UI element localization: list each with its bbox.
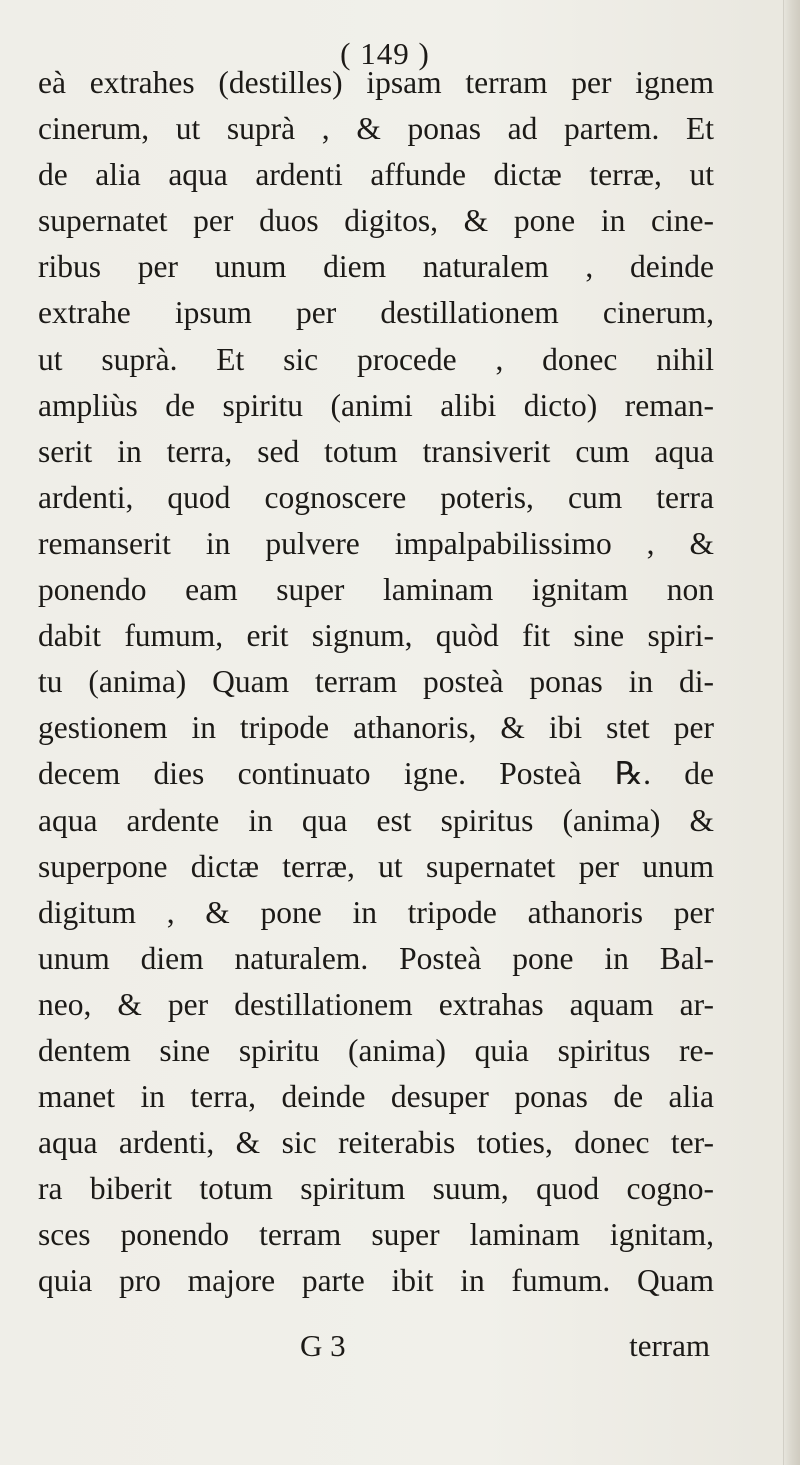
- text-line: ribus per unum diem naturalem , deinde: [38, 249, 714, 285]
- text-line: extrahe ipsum per destillationem cinerum,: [38, 295, 714, 331]
- text-line: gestionem in tripode athanoris, & ibi stet per: [38, 710, 714, 746]
- text-line: ut suprà. Et sic procede , donec nihil: [38, 341, 714, 377]
- text-line: remanserit in pulvere impalpabilissimo , &: [38, 525, 714, 561]
- text-line: manet in terra, deinde desuper ponas de alia: [38, 1079, 714, 1115]
- text-line: ampliùs de spiritu (animi alibi dicto) reman-: [38, 387, 714, 423]
- text-line: ra biberit totum spiritum suum, quod cogno-: [38, 1171, 714, 1207]
- signature-mark: G 3: [300, 1328, 346, 1363]
- text-line: digitum , & pone in tripode athanoris per: [38, 894, 714, 930]
- text-line: dentem sine spiritu (anima) quia spiritus re-: [38, 1032, 714, 1068]
- text-line: ardenti, quod cognoscere poteris, cum terra: [38, 479, 714, 515]
- page-edge: [783, 0, 800, 1465]
- text-line: quia pro majore parte ibit in fumum. Quam: [38, 1263, 714, 1299]
- text-line: supernatet per duos digitos, & pone in cine-: [38, 203, 714, 239]
- text-line: ponendo eam super laminam ignitam non: [38, 572, 714, 608]
- body-text: [38, 60, 714, 1305]
- text-line: aqua ardenti, & sic reiterabis toties, donec ter-: [38, 1125, 714, 1161]
- text-line: unum diem naturalem. Posteà pone in Bal-: [38, 940, 714, 976]
- text-line: dabit fumum, erit signum, quòd fit sine spiri-: [38, 618, 714, 654]
- text-line: sces ponendo terram super laminam ignitam,: [38, 1217, 714, 1253]
- text-line: aqua ardente in qua est spiritus (anima) &: [38, 802, 714, 838]
- text-line: neo, & per destillationem extrahas aquam ar-: [38, 986, 714, 1022]
- text-line: eà extrahes (destilles) ipsam terram per ignem: [38, 65, 714, 100]
- text-line: tu (anima) Quam terram posteà ponas in di-: [38, 664, 714, 700]
- text-line: cinerum, ut suprà , & ponas ad partem. Et: [38, 111, 714, 147]
- text-line: de alia aqua ardenti affunde dictæ terræ, ut: [38, 157, 714, 193]
- catchword: terram: [629, 1328, 710, 1363]
- text-line: serit in terra, sed totum transiverit cum aqua: [38, 433, 714, 469]
- text-line: decem dies continuato igne. Posteà ℞. de: [38, 756, 714, 792]
- text-line: superpone dictæ terræ, ut supernatet per unum: [38, 848, 714, 884]
- page-number: ( 149 ): [340, 36, 430, 71]
